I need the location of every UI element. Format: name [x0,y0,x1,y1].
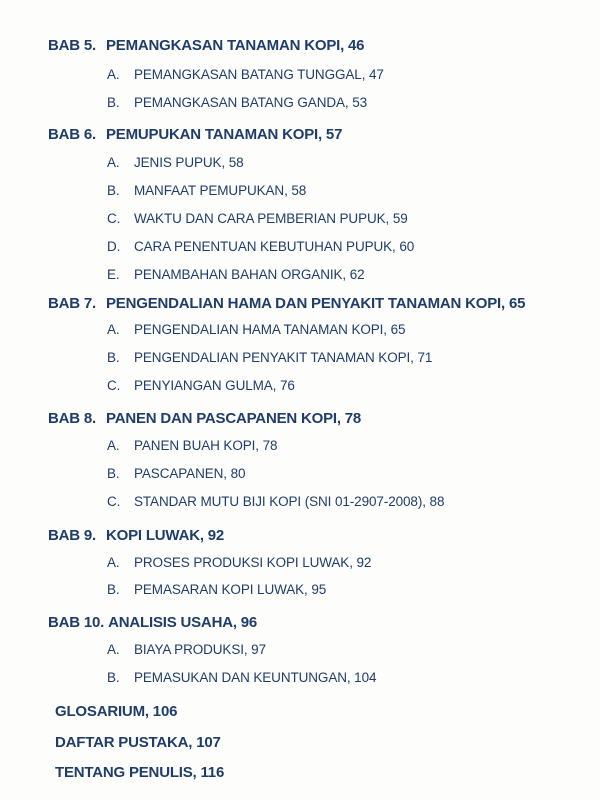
daftar-pustaka-entry[interactable]: DAFTAR PUSTAKA, 107 [55,734,221,751]
entry-letter: B. [107,95,120,110]
toc-entry[interactable] [107,494,444,509]
entry-text: PEMANGKASAN BATANG GANDA, 53 [134,95,368,110]
toc-entry[interactable] [107,239,414,254]
toc-entry[interactable] [107,322,405,337]
entry-letter: E. [107,267,120,282]
chapter-title: PEMUPUKAN TANAMAN KOPI, 57 [106,126,343,143]
entry-letter: A. [107,642,120,657]
chapter-title: KOPI LUWAK, 92 [106,527,225,544]
entry-letter: D. [107,239,121,254]
chapter-number: BAB 8. [48,410,96,427]
entry-text: PROSES PRODUKSI KOPI LUWAK, 92 [134,555,372,570]
chapter-title: PANEN DAN PASCAPANEN KOPI, 78 [106,410,362,427]
entry-text: BIAYA PRODUKSI, 97 [134,642,267,657]
entry-text: PENGENDALIAN HAMA TANAMAN KOPI, 65 [134,322,406,337]
entry-letter: A. [107,155,120,170]
entry-letter: B. [107,670,120,685]
entry-letter: C. [107,211,121,226]
chapter-10-heading[interactable] [48,614,257,631]
entry-text: CARA PENENTUAN KEBUTUHAN PUPUK, 60 [134,239,415,254]
chapter-number: BAB 5. [48,37,96,54]
chapter-title: ANALISIS USAHA, 96 [108,614,258,631]
toc-entry[interactable] [107,438,277,453]
entry-text: PANEN BUAH KOPI, 78 [134,438,278,453]
toc-entry[interactable] [107,642,266,657]
toc-entry[interactable] [107,267,365,282]
toc-entry[interactable] [107,582,326,597]
chapter-number: BAB 6. [48,126,96,143]
entry-letter: B. [107,183,120,198]
entry-letter: B. [107,466,120,481]
toc-entry[interactable] [107,211,408,226]
toc-entry[interactable] [107,555,371,570]
glosarium-entry[interactable]: GLOSARIUM, 106 [55,703,178,720]
entry-letter: A. [107,67,120,82]
entry-letter: A. [107,555,120,570]
toc-entry[interactable] [107,67,384,82]
entry-letter: B. [107,582,120,597]
toc-entry[interactable] [107,95,367,110]
entry-letter: C. [107,494,121,509]
chapter-6-heading[interactable] [48,126,342,143]
toc-entry[interactable] [107,183,306,198]
chapter-7-heading[interactable] [48,295,525,312]
entry-text: STANDAR MUTU BIJI KOPI (SNI 01-2907-2008), 88 [134,494,445,509]
entry-letter: A. [107,438,120,453]
entry-text: PEMANGKASAN BATANG TUNGGAL, 47 [134,67,384,82]
chapter-9-heading[interactable] [48,527,224,544]
toc-entry[interactable] [107,466,245,481]
entry-letter: B. [107,350,120,365]
chapter-title: PEMANGKASAN TANAMAN KOPI, 46 [106,37,365,54]
chapter-number: BAB 10. [48,614,105,631]
toc-entry[interactable] [107,350,432,365]
entry-text: PEMASUKAN DAN KEUNTUNGAN, 104 [134,670,377,685]
entry-text: JENIS PUPUK, 58 [134,155,244,170]
chapter-number: BAB 9. [48,527,96,544]
toc-entry[interactable] [107,378,295,393]
chapter-title: PENGENDALIAN HAMA DAN PENYAKIT TANAMAN KOPI, 65 [106,295,526,312]
toc-entry[interactable] [107,155,244,170]
entry-text: WAKTU DAN CARA PEMBERIAN PUPUK, 59 [134,211,408,226]
chapter-5-heading[interactable] [48,37,364,54]
toc-entry[interactable] [107,670,376,685]
entry-text: MANFAAT PEMUPUKAN, 58 [134,183,307,198]
chapter-8-heading[interactable] [48,410,361,427]
tentang-penulis-entry[interactable]: TENTANG PENULIS, 116 [55,764,225,781]
entry-letter: A. [107,322,120,337]
entry-text: PEMASARAN KOPI LUWAK, 95 [134,582,327,597]
entry-letter: C. [107,378,121,393]
entry-text: PENGENDALIAN PENYAKIT TANAMAN KOPI, 71 [134,350,433,365]
chapter-number: BAB 7. [48,295,96,312]
entry-text: PENYIANGAN GULMA, 76 [134,378,295,393]
entry-text: PASCAPANEN, 80 [134,466,246,481]
entry-text: PENAMBAHAN BAHAN ORGANIK, 62 [134,267,365,282]
